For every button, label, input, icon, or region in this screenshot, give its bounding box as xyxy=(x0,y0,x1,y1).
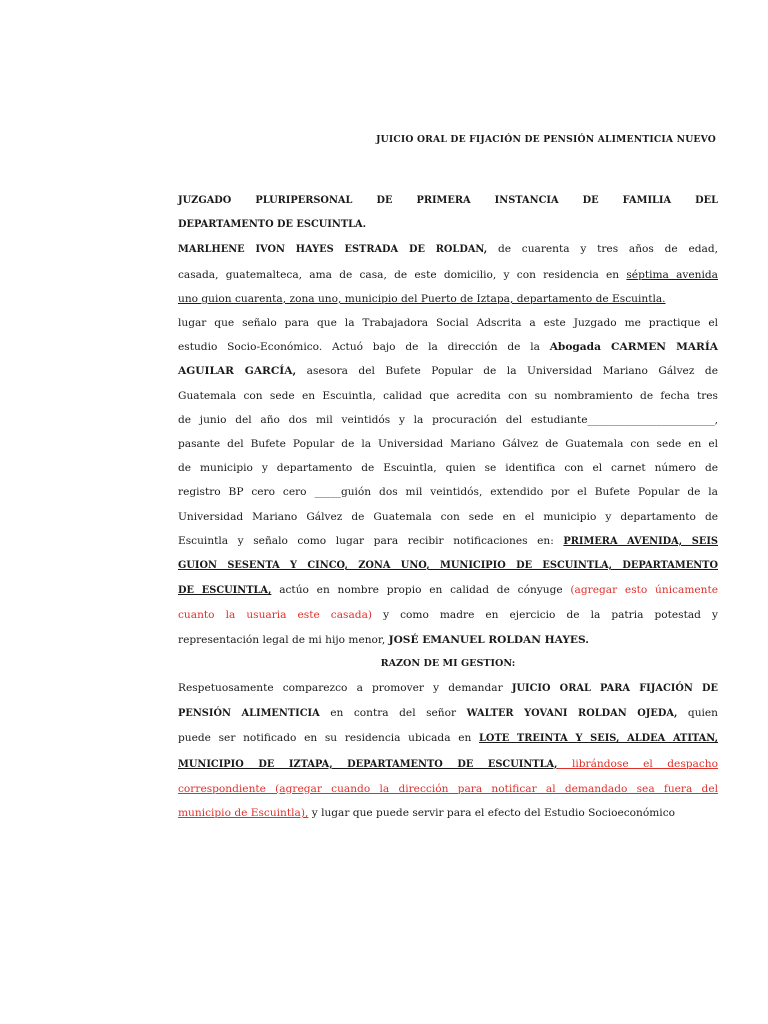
dispatch-note-cont: correspondiente (agregar cuando la dirección para notificar al demandado sea fuera del xyxy=(178,782,718,795)
document-title: JUICIO ORAL DE FIJACIÓN DE PENSIÓN ALIMENTICIA NUEVO xyxy=(376,134,716,145)
court-line-1: JUZGADO PLURIPERSONAL DE PRIMERA INSTANCIA DE FAMILIA DEL xyxy=(178,195,718,206)
court-header xyxy=(178,189,718,237)
carnet-blank: registro BP cero cero _____guión dos mil veintidós, extendido por el Bufete Popular de la xyxy=(178,486,718,499)
residence-address-cont: uno guion cuarenta, zona uno, municipio del Puerto de Iztapa, departamento de Escuintla. xyxy=(178,292,666,305)
notification-address-end: DE ESCUINTLA, xyxy=(178,585,272,597)
dispatch-note: librándose el despacho xyxy=(557,757,718,770)
defendant-address: LOTE TREINTA Y SEIS, ALDEA ATITAN, xyxy=(479,733,719,745)
claim-type-cont: PENSIÓN ALIMENTICIA xyxy=(178,708,320,720)
residence-address: séptima avenida xyxy=(626,268,718,281)
section-heading: RAZON DE MI GESTION: xyxy=(380,657,516,669)
annotation-note-cont: cuanto la usuaria este casada) xyxy=(178,609,373,622)
student-blank: de junio del año dos mil veintidós y la procuración del estudiante________________________, xyxy=(178,413,718,426)
annotation-note: (agregar esto únicamente xyxy=(570,584,718,597)
reason-paragraph: Respetuosamente comparezco a promover y demandar JUICIO ORAL PARA FIJACIÓN DE PENSIÓN ALIMENTICIA en contra del señor WALTER YOVANI ROLDAN OJEDA, quien puede ser notificado en su residencia ubicada en LOTE TREINTA Y SEIS, ALDEA ATITAN, MUNICIPIO DE IZTAPA, DEPARTAMENTO DE ESCUINTLA, librándose el despacho correspondiente (agregar cuando la dirección para notificar al demandado sea fuera del municipio de Escuintla), y lugar que puede servir para el efecto del Estudio Socioeconómico xyxy=(178,682,719,820)
child-name: JOSÉ EMANUEL ROLDAN HAYES. xyxy=(388,633,589,646)
intro-paragraph: MARLHENE IVON HAYES ESTRADA DE ROLDAN, de cuarenta y tres años de edad, casada, guatemalteca, ama de casa, de este domicilio, y con residencia en séptima avenida uno guion cuarenta, zona uno, municipio del Puerto de Iztapa, departamento de Escuintla. lugar que señalo para que la Trabajadora Social Adscrita a este Juzgado me practique el estudio Socio-Económico. Actuó bajo de la dirección de la Abogada CARMEN MARÍA AGUILAR GARCÍA, asesora del Bufete Popular de la Universidad Mariano Gálvez de Guatemala con sede en Escuintla, calidad que acredita con su nombramiento de fecha tres de junio del año dos mil veintidós y la procuración del estudiante________________________, pasante del Bufete Popular de la Universidad Mariano Gálvez de Guatemala con sede en el de municipio y departamento de Escuintla, quien se identifica con el carnet número de registro BP cero cero _____guión dos mil veintidós, extendido por el Bufete Popular de la Universidad Mariano Gálvez de Guatemala con sede en el municipio y departamento de Escuintla y señalo como lugar para recibir notificaciones en: PRIMERA AVENIDA, SEIS GUION SESENTA Y CINCO, ZONA UNO, MUNICIPIO DE ESCUINTLA, DEPARTAMENTO DE ESCUINTLA, actúo en nombre propio en calidad de cónyuge (agregar esto únicamente cuanto la usuaria este casada) y como madre en ejercicio de la patria potestad y representación legal de mi hijo menor, JOSÉ EMANUEL ROLDAN HAYES. xyxy=(178,243,719,646)
defendant-name: WALTER YOVANI ROLDAN OJEDA, xyxy=(466,708,678,720)
lawyer-name: Abogada CARMEN MARÍA xyxy=(549,341,719,354)
defendant-address-cont: MUNICIPIO DE IZTAPA, DEPARTAMENTO DE ESCUINTLA, xyxy=(178,758,558,770)
petitioner-name: MARLHENE IVON HAYES ESTRADA DE ROLDAN, xyxy=(178,244,488,256)
dispatch-note-end: municipio de Escuintla), xyxy=(178,807,309,820)
court-line-2: DEPARTAMENTO DE ESCUINTLA. xyxy=(178,219,367,231)
lawyer-name-cont: AGUILAR GARCÍA, xyxy=(178,365,297,378)
document-body xyxy=(178,189,718,825)
claim-type: JUICIO ORAL PARA FIJACIÓN DE xyxy=(511,683,719,695)
notification-address: PRIMERA AVENIDA, SEIS xyxy=(563,535,718,547)
notification-address-cont: GUION SESENTA Y CINCO, ZONA UNO, MUNICIPIO DE ESCUINTLA, DEPARTAMENTO xyxy=(178,560,718,572)
